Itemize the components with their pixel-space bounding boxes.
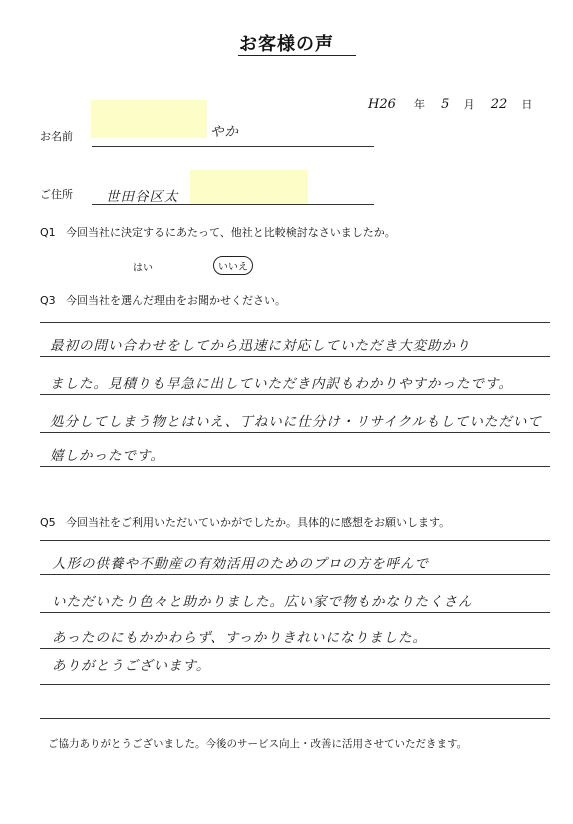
address-value: 世田谷区太 [106,189,179,205]
q5-answer-line-4: ありがとうございます。 [52,658,211,674]
question-1-number: Q1 [40,226,56,239]
page-title: お客様の声 [239,34,334,55]
q5-answer-line-1: 人形の供養や不動産の有効活用のためのプロの方を呼んで [52,556,429,572]
question-1 [40,224,396,240]
q5-answer-line-2: いただいたり色々と助かりました。広い家で物もかなりたくさん [52,594,473,610]
q3-answer-line-4: 嬉しかったです。 [50,448,165,464]
q3-answer-line-2: ました。見積りも早急に出していただき内訳もわかりやすかったです。 [50,376,513,392]
title-underline [238,55,356,56]
date-day-label: 日 [521,98,533,111]
q3-rule-3 [40,432,550,433]
name-redaction [91,100,207,138]
question-5-text: 今回当社をご利用いただいていかがでしたか。具体的に感想をお願いします。 [66,516,451,529]
q5-answer-line-3: あったのにもかかわらず、すっかりきれいになりました。 [52,630,427,646]
q3-rule-0 [40,322,550,323]
question-1-text: 今回当社に決定するにあたって、他社と比較検討なさいましたか。 [66,226,396,239]
address-label: ご住所 [40,188,73,201]
q5-rule-4 [40,684,550,685]
question-3 [40,292,286,308]
q3-answer-line-3: 処分してしまう物とはいえ、丁ねいに仕分け・リサイクルもしていただいて [50,414,542,430]
footer-note: ご協力ありがとうございました。今後のサービス向上・改善に活用させていただきます。 [48,738,468,750]
q3-rule-1 [40,356,550,357]
q5-rule-0 [40,540,550,541]
q5-rule-5 [40,718,550,719]
question-3-text: 今回当社を選んだ理由をお聞かせください。 [66,294,286,307]
q5-rule-2 [40,612,550,613]
option-yes: はい [133,263,153,274]
date-era: H26 [368,97,396,112]
address-line [92,204,374,205]
name-value: やか [210,124,239,140]
name-line [92,146,374,147]
question-3-number: Q3 [40,294,56,307]
q5-rule-1 [40,574,550,575]
q3-rule-2 [40,394,550,395]
q5-rule-3 [40,648,550,649]
question-5 [40,514,450,530]
date-day: 22 [490,97,508,112]
q3-rule-4 [40,466,550,467]
date-month: 5 [441,97,450,112]
date-year-label: 年 [414,98,426,111]
option-no-circled: いいえ [213,256,253,275]
q3-answer-line-1: 最初の問い合わせをしてから迅速に対応していただき大変助かり [50,338,471,354]
date-month-label: 月 [463,98,475,111]
question-5-number: Q5 [40,516,56,529]
name-label: お名前 [40,130,73,143]
address-redaction [190,170,308,204]
date-field [368,96,532,112]
